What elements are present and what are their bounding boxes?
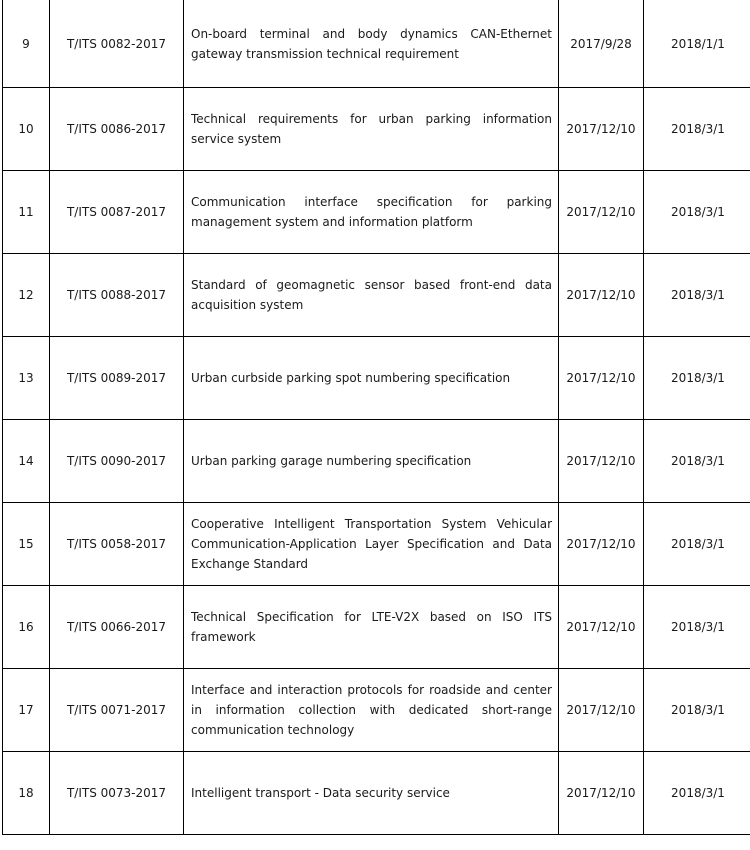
row-number: 12: [3, 254, 50, 337]
row-number: 10: [3, 88, 50, 171]
issue-date: 2017/12/10: [559, 752, 644, 835]
standard-code: T/ITS 0073-2017: [50, 752, 184, 835]
standard-title: Urban parking garage numbering specification: [184, 420, 559, 503]
standard-code: T/ITS 0090-2017: [50, 420, 184, 503]
table-row: [3, 669, 750, 752]
standard-title: Interface and interaction protocols for roadside and center in information collection with dedicated short-range communication technology: [184, 669, 559, 752]
standard-title: Communication interface specification for parking management system and information platform: [184, 171, 559, 254]
implementation-date: 2018/1/1: [644, 0, 750, 88]
table-row: [3, 88, 750, 171]
standard-title: Cooperative Intelligent Transportation System Vehicular Communication-Application Layer Specification and Data Exchange Standard: [184, 503, 559, 586]
row-number: 13: [3, 337, 50, 420]
issue-date: 2017/12/10: [559, 88, 644, 171]
table-row: [3, 0, 750, 88]
standard-code: T/ITS 0089-2017: [50, 337, 184, 420]
issue-date: 2017/12/10: [559, 669, 644, 752]
implementation-date: 2018/3/1: [644, 503, 750, 586]
table-row: [3, 171, 750, 254]
standard-title: Intelligent transport - Data security service: [184, 752, 559, 835]
row-number: 9: [3, 0, 50, 88]
row-number: 14: [3, 420, 50, 503]
standard-code: T/ITS 0066-2017: [50, 586, 184, 669]
table-row: [3, 337, 750, 420]
table-row: [3, 254, 750, 337]
implementation-date: 2018/3/1: [644, 669, 750, 752]
issue-date: 2017/12/10: [559, 586, 644, 669]
row-number: 15: [3, 503, 50, 586]
standard-code: T/ITS 0058-2017: [50, 503, 184, 586]
implementation-date: 2018/3/1: [644, 88, 750, 171]
table-row: [3, 503, 750, 586]
row-number: 11: [3, 171, 50, 254]
standards-table-body: [3, 0, 750, 835]
row-number: 17: [3, 669, 50, 752]
standard-title: Technical requirements for urban parking information service system: [184, 88, 559, 171]
standard-code: T/ITS 0082-2017: [50, 0, 184, 88]
issue-date: 2017/12/10: [559, 254, 644, 337]
standards-table: [2, 0, 750, 835]
standard-code: T/ITS 0086-2017: [50, 88, 184, 171]
table-row: [3, 420, 750, 503]
standard-code: T/ITS 0087-2017: [50, 171, 184, 254]
standard-title: Urban curbside parking spot numbering specification: [184, 337, 559, 420]
table-row: [3, 586, 750, 669]
issue-date: 2017/9/28: [559, 0, 644, 88]
standard-code: T/ITS 0088-2017: [50, 254, 184, 337]
table-row: [3, 752, 750, 835]
standard-title: Technical Specification for LTE-V2X based on ISO ITS framework: [184, 586, 559, 669]
standard-code: T/ITS 0071-2017: [50, 669, 184, 752]
implementation-date: 2018/3/1: [644, 171, 750, 254]
standard-title: Standard of geomagnetic sensor based front-end data acquisition system: [184, 254, 559, 337]
implementation-date: 2018/3/1: [644, 586, 750, 669]
implementation-date: 2018/3/1: [644, 420, 750, 503]
row-number: 16: [3, 586, 50, 669]
implementation-date: 2018/3/1: [644, 752, 750, 835]
implementation-date: 2018/3/1: [644, 337, 750, 420]
standard-title: On-board terminal and body dynamics CAN-Ethernet gateway transmission technical requirement: [184, 0, 559, 88]
issue-date: 2017/12/10: [559, 420, 644, 503]
implementation-date: 2018/3/1: [644, 254, 750, 337]
issue-date: 2017/12/10: [559, 503, 644, 586]
row-number: 18: [3, 752, 50, 835]
issue-date: 2017/12/10: [559, 337, 644, 420]
issue-date: 2017/12/10: [559, 171, 644, 254]
